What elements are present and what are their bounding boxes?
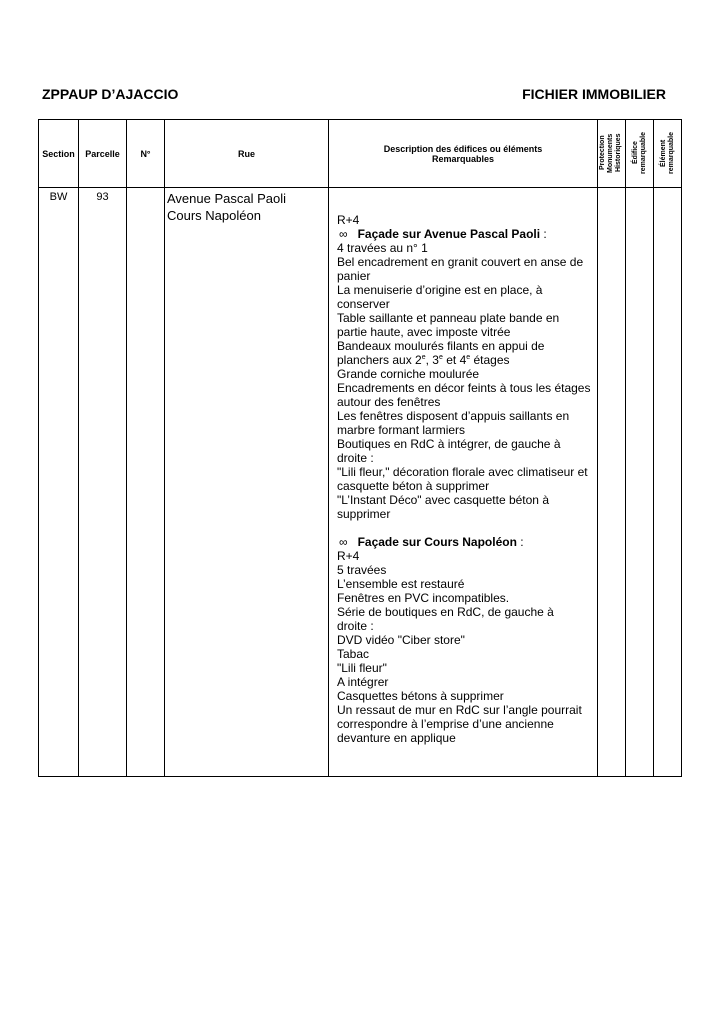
facade-title-1-suffix: : — [540, 227, 547, 241]
desc-line: "Lili fleur" — [337, 661, 387, 675]
desc-line: partie haute, avec imposte vitrée — [337, 325, 511, 339]
superscript: e — [438, 354, 443, 361]
col-header-parcelle: Parcelle — [79, 120, 127, 188]
facade-title-2: Façade sur Cours Napoléon — [357, 535, 517, 549]
desc-line: Boutiques en RdC à intégrer, de gauche à — [337, 437, 561, 451]
col-header-rue: Rue — [165, 120, 329, 188]
desc-line: 4 travées au n° 1 — [337, 241, 428, 255]
desc-line: Fenêtres en PVC incompatibles. — [337, 591, 510, 605]
desc-line-floors — [337, 353, 593, 367]
desc-line: panier — [337, 269, 371, 283]
facade-title-2-suffix: : — [516, 535, 524, 549]
facade-heading-2 — [339, 535, 593, 549]
desc-line: R+4 — [337, 213, 360, 227]
desc-line: Grande corniche moulurée — [337, 367, 480, 381]
col-header-element — [654, 120, 682, 188]
desc-line: Série de boutiques en RdC, de gauche à — [337, 605, 554, 619]
street-name-2: Cours Napoléon — [167, 208, 261, 223]
desc-line: L’ensemble est restauré — [337, 577, 465, 591]
col-header-protection-label: Protection Monuments Historiques — [598, 132, 622, 173]
desc-line: marbre formant larmiers — [337, 423, 466, 437]
cell-numero — [127, 188, 165, 777]
col-header-element-label: Élément remarquable — [659, 131, 675, 174]
superscript: e — [421, 354, 426, 361]
desc-line: supprimer — [337, 507, 391, 521]
table-header-row — [39, 120, 682, 188]
document-title: ZPPAUP D’AJACCIO — [42, 86, 179, 102]
document-subtitle: FICHIER IMMOBILIER — [522, 86, 666, 102]
cell-edifice — [626, 188, 654, 777]
desc-line: Un ressaut de mur en RdC sur l’angle pourrait — [337, 703, 582, 717]
facade-heading-1 — [339, 227, 593, 241]
col-header-numero: N° — [127, 120, 165, 188]
col-header-edifice-label: Édifice remarquable — [631, 131, 647, 174]
desc-line: devanture en applique — [337, 731, 456, 745]
desc-line: correspondre à l’emprise d’une ancienne — [337, 717, 554, 731]
desc-line: Encadrements en décor feints à tous les étages — [337, 381, 591, 395]
col-header-description-label: Description des édifices ou éléments Remarquables — [383, 143, 543, 164]
cell-rue — [165, 188, 329, 777]
facade-title-1: Façade sur Avenue Pascal Paoli — [357, 227, 541, 241]
cell-protection — [598, 188, 626, 777]
text-fragment: planchers aux 2 — [337, 353, 422, 367]
desc-line: Bel encadrement en granit couvert en anse de — [337, 255, 584, 269]
desc-line: DVD vidéo "Ciber store" — [337, 633, 465, 647]
street-name-1: Avenue Pascal Paoli — [167, 191, 287, 206]
desc-line: conserver — [337, 297, 390, 311]
text-fragment: , 3 — [425, 353, 439, 367]
col-header-section: Section — [39, 120, 79, 188]
desc-line: R+4 — [337, 549, 360, 563]
cell-section: BW — [39, 188, 79, 777]
desc-line: "L’Instant Déco" avec casquette béton à — [337, 493, 549, 507]
bullet-icon: ∞ — [339, 535, 348, 549]
desc-line: Tabac — [337, 647, 370, 661]
desc-line: autour des fenêtres — [337, 395, 441, 409]
desc-line: casquette béton à supprimer — [337, 479, 490, 493]
desc-line: Table saillante et panneau plate bande en — [337, 311, 560, 325]
desc-line: droite : — [337, 619, 374, 633]
col-header-description — [329, 120, 598, 188]
col-header-protection — [598, 120, 626, 188]
desc-line: Les fenêtres disposent d’appuis saillants en — [337, 409, 570, 423]
desc-line: "Lili fleur," décoration florale avec climatiseur et — [337, 465, 588, 479]
cell-parcelle: 93 — [79, 188, 127, 777]
table-row — [39, 188, 682, 777]
desc-line: A intégrer — [337, 675, 389, 689]
text-fragment: et 4 — [442, 353, 467, 367]
desc-line: Casquettes bétons à supprimer — [337, 689, 504, 703]
text-fragment: étages — [470, 353, 510, 367]
cell-description — [329, 188, 598, 777]
cell-element — [654, 188, 682, 777]
bullet-icon: ∞ — [339, 227, 348, 241]
superscript: e — [466, 354, 471, 361]
desc-line: La menuiserie d’origine est en place, à — [337, 283, 543, 297]
spacer — [337, 521, 593, 535]
desc-line: 5 travées — [337, 563, 387, 577]
col-header-edifice — [626, 120, 654, 188]
desc-line: droite : — [337, 451, 374, 465]
property-table — [38, 119, 682, 777]
desc-line: Bandeaux moulurés filants en appui de — [337, 339, 545, 353]
